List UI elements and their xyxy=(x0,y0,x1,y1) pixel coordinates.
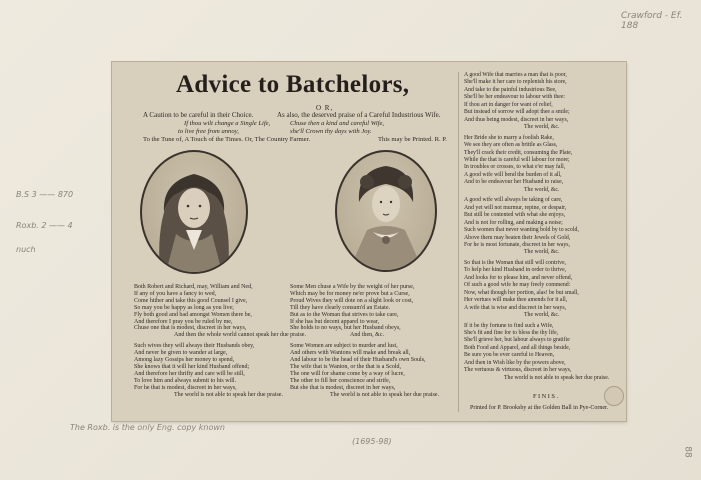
verse-line: If it be thy fortune to find such a Wife, xyxy=(464,322,554,329)
verse-line: To help her kind Husband in order to thrive, xyxy=(464,267,567,274)
license-line: This may be Printed. R. P. xyxy=(378,136,447,143)
bottom-note: The Roxb. is the only Eng. copy known xyxy=(70,423,225,432)
finis-label: FINIS. xyxy=(533,393,560,400)
verse-line: Both Food and Apparel, and all things beside, xyxy=(464,344,571,351)
verse-line: Fly both good and bad amongst Women there be, xyxy=(134,311,252,318)
verse-left-1: If thou wilt change a Single Life, xyxy=(184,120,271,127)
verse-line: Such women that never wanting bold by to scold, xyxy=(464,227,579,234)
verse-line: And others with Wantons will make and break all, xyxy=(290,350,411,357)
verse-line: Some Women are subject to murder and lust, xyxy=(290,343,398,350)
verse-line: So that is the Woman that still will contrive, xyxy=(464,259,566,266)
verse-line: The world, &c. xyxy=(524,312,560,319)
verse-line: Of such a good wife he may freely commend: xyxy=(464,282,571,289)
tune-line: To the Tune of, A Touch of the Times. Or, The Country Farmer. xyxy=(143,136,311,143)
verse-line: Such wives they will always their Husbands obey, xyxy=(134,343,255,350)
verse-line: In troubles or crosses, to what e'er may fall, xyxy=(464,164,566,171)
verse-line: And therefore her thrifty and care will be still, xyxy=(134,370,245,377)
verse-line: So may you be happy as long as you live; xyxy=(134,304,234,311)
verse-line: And then the whole world cannot speak her due praise. xyxy=(174,332,306,339)
verse-line: If she has but decent apparel to wear, xyxy=(290,318,380,325)
verse-line: Till they have clearly consum'd an Estate. xyxy=(290,304,391,311)
verse-line: And then in Wish like by the powers above, xyxy=(464,359,566,366)
verse-line: If any of you have a fancy to wed, xyxy=(134,290,217,297)
verse-line: The vertuous & virtuous, discreet in her ways, xyxy=(464,367,572,374)
page-number: 88 xyxy=(682,446,693,458)
library-stamp xyxy=(604,386,624,406)
verse-line: And labour to be the head of their Husband's own Souls, xyxy=(290,357,426,364)
verse-line: For he is most fortunate, discreet in her ways, xyxy=(464,241,570,248)
verse-line: And thus being modest, discreet in her ways, xyxy=(464,116,569,123)
verse-line: She knows that it will her kind Husband offend; xyxy=(134,363,250,370)
verse-line: The other to fill her conscience and strife, xyxy=(290,377,391,384)
subtitle-right: As also, the deserved praise of a Careful Industrious Wife. xyxy=(277,111,441,119)
printer-imprint: Printed for P. Brooksby at the Golden Ball in Pye-Corner. xyxy=(470,405,609,411)
verse-line: And to be endeavour her Husband to raise, xyxy=(464,179,564,186)
verse-line: A good wife will bend the burden of it all, xyxy=(464,171,562,178)
verse-line: The one will for shame come by a way of lucre, xyxy=(290,370,405,377)
verse-line: The world, &c. xyxy=(524,124,560,131)
verse-line: While the that is careful will labour for more; xyxy=(464,156,570,163)
verse-line: The world, &c. xyxy=(524,249,560,256)
verse-line: A wife that is wise and discreet in her ways, xyxy=(464,304,567,311)
subtitle-left: A Caution to be careful in their Choice. xyxy=(143,111,254,119)
verse-line: And yet will not murmur, repine, or despair, xyxy=(464,204,567,211)
verse-line: She's fit and fine for to bless the thy life, xyxy=(464,329,559,336)
margin-note-mark: nuch xyxy=(16,245,36,254)
verse-line: Proud Wives they will dote on a slight look or cost, xyxy=(290,297,414,304)
bottom-date: (1695-98) xyxy=(352,437,392,446)
verse-line: Chuse one that is modest, discreet in her ways, xyxy=(134,325,247,332)
verse-line: And then, &c. xyxy=(350,332,384,339)
portrait-woman xyxy=(335,150,437,272)
verse-line: Which may be for money ne'er prove but a Curse, xyxy=(290,290,410,297)
verse-line: We see they are often as brittle as Glass, xyxy=(464,142,558,149)
verse-line: And never be given to wander at large, xyxy=(134,350,228,357)
pressmark-note: Crawford - Ef. 188 xyxy=(621,11,683,31)
verse-line: A good Wife that marries a man that is poor, xyxy=(464,72,567,78)
verse-line: Both Robert and Richard, may, William and Ned, xyxy=(134,284,253,290)
verse-line: The world is not able to speak her due praise. xyxy=(174,391,283,398)
verse-line: She holds to no ways, but her Husband obeys, xyxy=(290,325,401,332)
title-or: O R, xyxy=(316,104,334,112)
ballad-column-1 xyxy=(134,284,306,399)
verse-line: Her vertues will make thee amends for it all, xyxy=(464,297,568,304)
verse-line: For he that is modest, discreet in her ways, xyxy=(134,384,237,391)
ballad-column-2 xyxy=(290,284,439,399)
verse-line: But instead of sorrow will adopt thee a smile; xyxy=(464,109,570,116)
verse-line: Above them may beaten their Jewels of Gold, xyxy=(464,234,571,241)
verse-right-1: Chuse then a kind and careful Wife, xyxy=(290,120,385,127)
verse-line: They'll crack their credit, consuming the Plate, xyxy=(464,149,573,156)
verse-right-2: she'll Crown thy days with Joy. xyxy=(290,128,372,135)
verse-line: And take to the painful industrious Bee, xyxy=(464,86,557,93)
verse-line: The world, &c. xyxy=(524,186,560,193)
margin-note-bs: B.S 3 —— 870 xyxy=(16,190,74,199)
verse-line: She'll make it her care to replenish his store, xyxy=(464,79,567,86)
ballad-column-3 xyxy=(464,72,609,382)
verse-line: Some Men chuse a Wife by the weight of her purse, xyxy=(290,284,415,290)
verse-line: And therefore I pray you be ruled by me, xyxy=(134,318,233,325)
verse-line: She'll grieve her, but labour always to gratifie xyxy=(464,337,570,344)
verse-line: And looks for to please him, and never offend, xyxy=(464,274,573,281)
verse-line: To love him and always submit to his will. xyxy=(134,377,237,384)
verse-line: The world is not able to speak her due praise. xyxy=(504,374,610,381)
verse-line: And is not for rolling, and making a noise; xyxy=(464,219,563,226)
verse-line: Come hither and take this good Counsel I give, xyxy=(134,297,248,304)
verse-line: The wife that is Wanton, or the that is a Scold, xyxy=(290,363,402,370)
margin-note-roxb: Roxb. 2 —— 4 xyxy=(16,221,73,230)
verse-line: Her Bride she to marry a foolish Rake, xyxy=(464,134,554,141)
verse-line: She'll be her endeavour to labour with thee: xyxy=(464,94,566,101)
verse-line: But as to the Woman that strives to take care, xyxy=(290,311,399,318)
verse-line: Now, what though her portion, alas! be but small, xyxy=(464,289,579,296)
column-rule xyxy=(458,72,459,412)
verse-line: A good wife will always be taking of care, xyxy=(464,197,563,204)
portrait-man xyxy=(140,150,248,274)
verse-left-2: to live free from annoy, xyxy=(178,128,239,135)
verse-line: Be sure you be ever careful to Heaven, xyxy=(464,352,555,359)
verse-line: But she that is modest, discreet in her ways, xyxy=(290,384,396,391)
verse-line: If thou art in danger for want of relief, xyxy=(464,101,553,108)
broadside-title: Advice to Batchelors, xyxy=(176,71,410,98)
verse-line: But still be contented with what she enjoys, xyxy=(464,212,566,219)
verse-line: The world is not able to speak her due praise. xyxy=(330,391,439,398)
verse-line: Among lazy Gossips her money to spend, xyxy=(134,357,235,364)
